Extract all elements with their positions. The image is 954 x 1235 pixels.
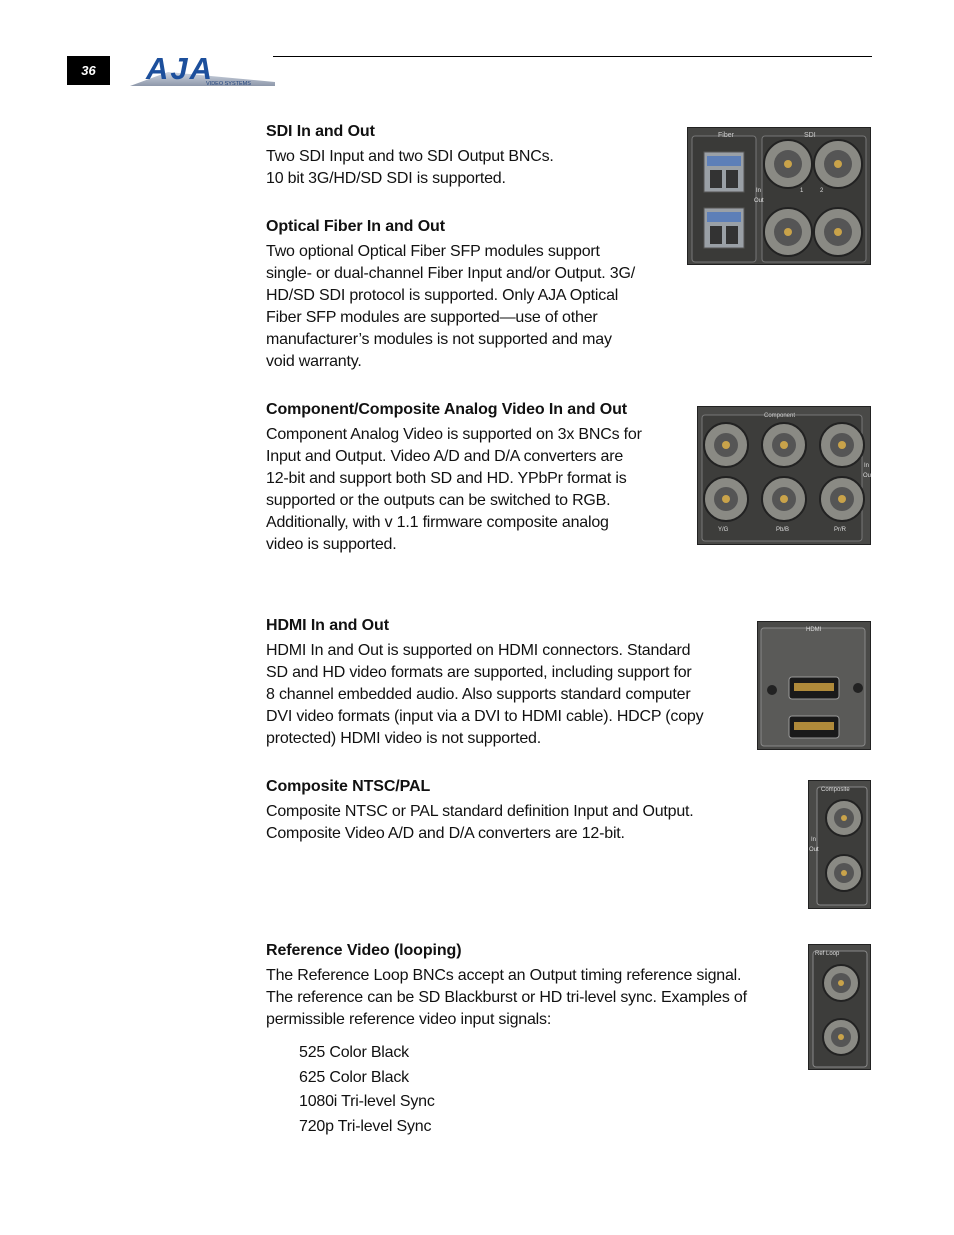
- svg-text:Composite: Composite: [821, 787, 850, 793]
- section-line: permissible reference video input signals:: [266, 1011, 552, 1028]
- section-heading: Reference Video (looping): [266, 942, 462, 959]
- svg-text:HDMI: HDMI: [806, 627, 822, 633]
- svg-text:2: 2: [820, 188, 824, 194]
- section-line: Component Analog Video is supported on 3x BNCs for: [266, 426, 642, 443]
- sdi-fiber-panel-photo: [687, 127, 871, 265]
- section-line: SD and HD video formats are supported, including support for: [266, 664, 692, 681]
- svg-text:In: In: [756, 188, 762, 194]
- section-line: single- or dual-channel Fiber Input and/or Output. 3G/: [266, 265, 635, 282]
- section-sdi: [266, 122, 554, 190]
- section-line: 8 channel embedded audio. Also supports standard computer: [266, 686, 691, 703]
- svg-text:Out: Out: [754, 198, 764, 204]
- section-reference: [266, 941, 747, 1031]
- hdmi-panel-photo: [757, 621, 871, 750]
- section-hdmi: [266, 616, 703, 750]
- svg-text:Pb/B: Pb/B: [776, 527, 790, 533]
- list-item: 720p Tri-level Sync: [299, 1118, 432, 1136]
- header-rule: [273, 56, 872, 57]
- section-line: supported or the outputs can be switched to RGB.: [266, 492, 611, 509]
- section-heading: Component/Composite Analog Video In and Out: [266, 401, 628, 418]
- svg-text:In: In: [864, 463, 870, 469]
- section-line: Composite NTSC or PAL standard definition Input and Output.: [266, 803, 694, 820]
- component-panel-photo: [697, 406, 871, 545]
- section-component: [266, 400, 642, 556]
- aja-logo: [130, 52, 275, 88]
- section-heading: Optical Fiber In and Out: [266, 218, 445, 235]
- section-line: protected) HDMI video is not supported.: [266, 730, 542, 747]
- logo-subtext: VIDEO SYSTEMS: [206, 81, 251, 87]
- reference-signal-list: [299, 1041, 435, 1140]
- svg-text:Y/G: Y/G: [718, 527, 729, 533]
- section-line: 10 bit 3G/HD/SD SDI is supported.: [266, 170, 506, 187]
- section-line: The Reference Loop BNCs accept an Output timing reference signal.: [266, 967, 742, 984]
- svg-text:Ou: Ou: [863, 473, 872, 479]
- list-item: 525 Color Black: [299, 1044, 409, 1061]
- section-line: Input and Output. Video A/D and D/A converters are: [266, 448, 624, 465]
- section-line: Fiber SFP modules are supported—use of other: [266, 309, 598, 326]
- list-item: 625 Color Black: [299, 1068, 409, 1086]
- section-heading: HDMI In and Out: [266, 617, 389, 634]
- svg-text:In: In: [811, 837, 817, 843]
- section-line: Composite Video A/D and D/A converters are 12-bit.: [266, 825, 625, 842]
- composite-panel-photo: [808, 780, 871, 909]
- svg-text:Component: Component: [764, 413, 796, 419]
- section-line: Additionally, with v 1.1 firmware composite analog: [266, 514, 609, 531]
- section-fiber: [266, 217, 635, 373]
- section-line: manufacturer’s modules is not supported and may: [266, 331, 612, 348]
- section-heading: SDI In and Out: [266, 123, 375, 140]
- section-line: 12-bit and support both SD and HD. YPbPr format is: [266, 470, 627, 487]
- section-line: void warranty.: [266, 353, 362, 370]
- section-line: HD/SD SDI protocol is supported. Only AJA Optical: [266, 287, 619, 304]
- section-line: DVI video formats (input via a DVI to HDMI cable). HDCP (copy: [266, 708, 704, 725]
- svg-text:Ref Loop: Ref Loop: [815, 951, 840, 957]
- section-composite: [266, 777, 694, 845]
- logo-wordmark: AJA: [146, 51, 215, 86]
- section-line: Two SDI Input and two SDI Output BNCs.: [266, 148, 554, 165]
- svg-text:Out: Out: [809, 847, 819, 853]
- svg-text:SDI: SDI: [804, 132, 816, 139]
- section-heading: Composite NTSC/PAL: [266, 778, 431, 795]
- svg-text:Fiber: Fiber: [718, 132, 734, 139]
- section-line: HDMI In and Out is supported on HDMI connectors. Standard: [266, 642, 691, 659]
- ref-loop-panel-photo: [808, 944, 871, 1070]
- section-line: Two optional Optical Fiber SFP modules support: [266, 243, 600, 260]
- list-item: 1080i Tri-level Sync: [299, 1093, 435, 1111]
- section-line: video is supported.: [266, 536, 397, 553]
- section-line: The reference can be SD Blackburst or HD tri-level sync. Examples of: [266, 989, 747, 1006]
- page-number: 36: [67, 56, 110, 85]
- svg-text:Pr/R: Pr/R: [834, 527, 846, 533]
- svg-text:1: 1: [800, 188, 804, 194]
